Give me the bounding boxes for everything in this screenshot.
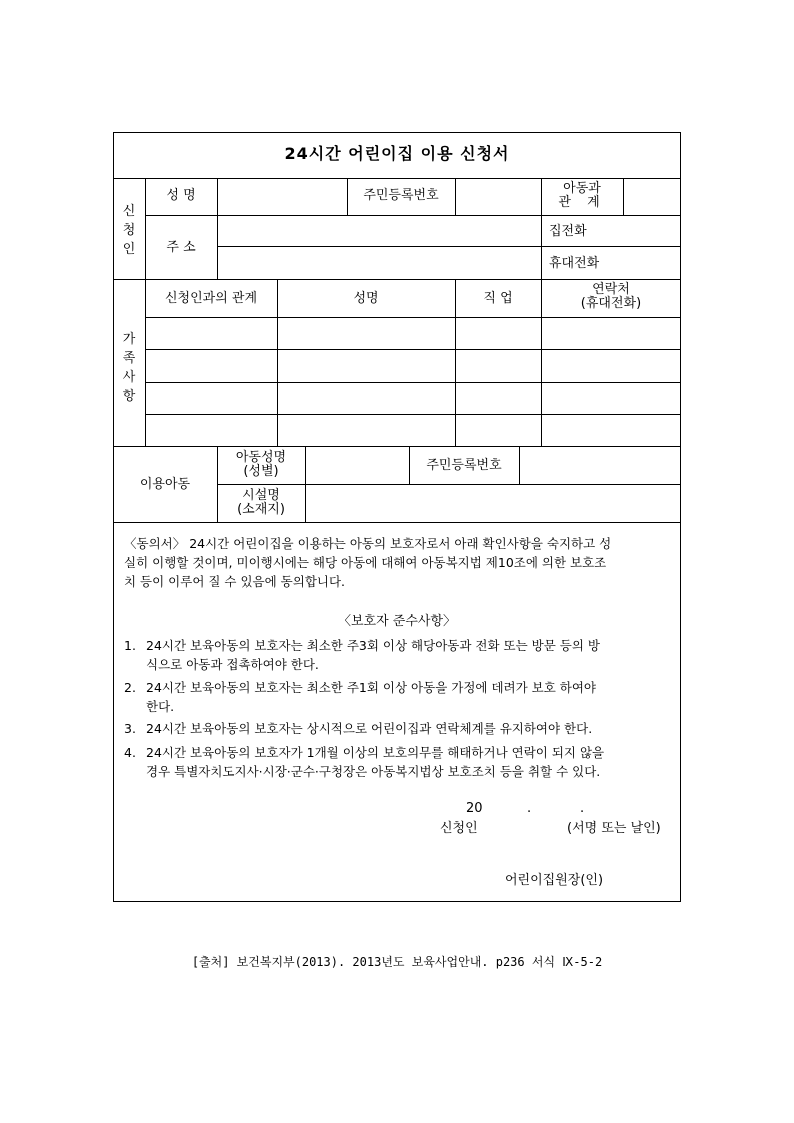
consent-line-3: 치 등이 이루어 질 수 있음에 동의합니다. [124,574,346,589]
date-year-prefix: 20 [466,801,483,816]
family-section-label: 가족사항 [122,332,136,404]
relation-label-1: 아동과 [563,181,601,196]
facility-field[interactable] [306,485,680,522]
date-dot-1: . [527,801,532,816]
relation-label-2: 관 계 [558,195,606,210]
rule-item: 2. 24시간 보육아동의 보호자는 최소한 주1회 이상 아동을 가정에 데려가 보호 하여야 한다. [124,680,596,714]
family-row-3[interactable] [146,383,681,414]
rule-item: 1. 24시간 보육아동의 보호자는 최소한 주3회 이상 해당아동과 전화 또는 방문 등의 방 식으로 아동과 접촉하여야 한다. [124,638,600,672]
child-name-field[interactable] [306,447,409,484]
applicant-name-label: 성 명 [166,188,196,203]
col-contact-2: (휴대전화) [580,296,642,311]
child-name-label-2: (성별) [243,464,279,479]
consent-line-1: 〈동의서〉 24시간 어린이집을 이용하는 아동의 보호자로서 아래 확인사항을 숙지하고 성 [124,536,612,551]
frame-left [113,132,114,902]
date-year-field[interactable] [484,799,524,817]
home-phone-label: 집전화 [549,224,587,239]
family-row-1[interactable] [146,318,681,349]
source-footer: [출처] 보건복지부(2013). 2013년도 보육사업안내. p236 서식 Ⅸ-5-2 [191,955,603,969]
col-job: 직 업 [483,291,513,306]
consent-line-2: 실히 이행할 것이며, 미이행시에는 해당 아동에 대해여 아동복지법 제10조에 의한 보호조 [124,555,607,570]
child-rrn-field[interactable] [520,447,680,484]
family-row-4[interactable] [146,415,681,446]
rule-item: 4. 24시간 보육아동의 보호자가 1개월 이상의 보호의무를 해태하거나 연락이 되지 않을 경우 특별자치도지사·시장·군수·구청장은 아동복지법상 보호조치 등을 취할 수 있다. [124,745,605,779]
applicant-rrn-label: 주민등록번호 [363,188,439,203]
rule-item: 3. 24시간 보육아동의 보호자는 상시적으로 어린이집과 연락체계를 유지하여야 한다. [124,721,593,736]
child-name-label-1: 아동성명 [235,450,287,465]
relation-field[interactable] [624,179,680,215]
frame-top [113,132,681,133]
date-dot-2: . [580,801,585,816]
applicant-rrn-field[interactable] [456,179,541,215]
child-section-label: 이용아동 [139,477,191,492]
form-title: 24시간 어린이집 이용 신청서 [284,144,510,163]
frame-bottom [113,901,681,902]
date-month-field[interactable] [534,799,578,817]
director-sign: 어린이집원장(인) [505,873,604,888]
rules-title: 〈보호자 준수사항〉 [337,614,457,629]
sign-hint: (서명 또는 날인) [567,821,661,836]
address-field-2[interactable] [218,247,541,279]
address-field-1[interactable] [218,216,541,246]
applicant-name-field[interactable] [218,179,347,215]
col-contact-1: 연락처 [592,282,630,297]
col-name: 성명 [353,291,379,306]
frame-right [680,132,681,902]
applicant-section-label: 신청인 [122,204,136,257]
family-row-2[interactable] [146,350,681,382]
facility-label-2: (소재지) [237,502,285,517]
mobile-phone-label: 휴대전화 [549,256,600,271]
applicant-sign-label: 신청인 [440,821,478,836]
col-relation: 신청인과의 관계 [164,291,258,306]
facility-label-1: 시설명 [242,488,280,503]
address-label: 주 소 [166,240,196,255]
applicant-sign-field[interactable] [482,819,562,837]
child-rrn-label: 주민등록번호 [426,458,502,473]
